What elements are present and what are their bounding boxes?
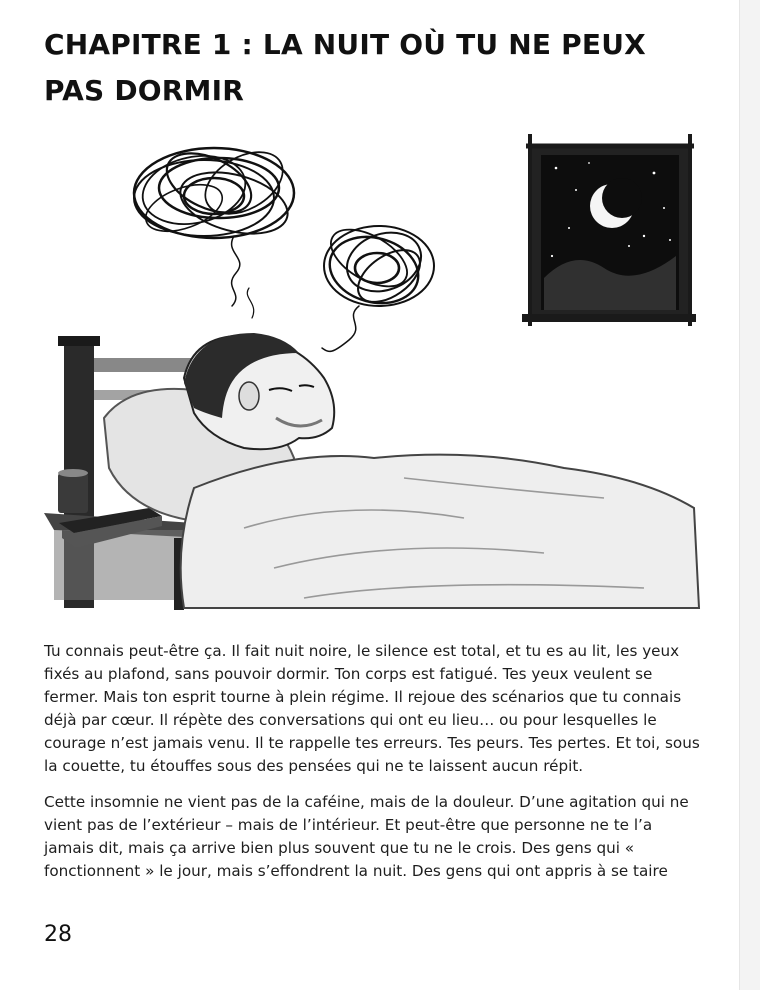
- paragraph: Tu connais peut-être ça. Il fait nuit noire, le silence est total, et tu es au lit, les yeux fixés au plafond, sans pouvoir dormir. Ton corps est fatigué. Tes yeux veulent se fermer. Mais ton esprit tourne à plein régime. Il rejoue des scénarios que tu connais déjà par cœur. Il répète des conversations qui ont eu lieu… ou pour lesquelles le courage n’est jamais venu. Il te rappelle tes erreurs. Tes peurs. Tes pertes. Et toi, sous la couette, tu étouffes sous des pensées qui ne te laissent aucun répit.: [44, 642, 700, 775]
- chapter-title: CHAPITRE 1 : LA NUIT OÙ TU NE PEUX PAS DORMIR: [44, 28, 646, 107]
- glass-icon: [58, 469, 88, 513]
- thought-cloud-small-icon: [322, 218, 434, 351]
- insomnia-illustration: [44, 128, 704, 618]
- page-number: 28: [44, 922, 72, 947]
- thought-cloud-large-icon: [134, 139, 294, 318]
- page-edge: [739, 0, 760, 990]
- paragraph: Cette insomnie ne vient pas de la caféine, mais de la douleur. D’une agitation qui ne vient pas de l’extérieur – mais de l’intérieur. Et peut-être que personne ne te l’a jamais dit, mais ça arrive bien plus souvent que tu ne le crois. Des gens qui « fonctionnent » le jour, mais s’effondrent la nuit. Des gens qui ont appris à se taire: [44, 793, 689, 880]
- window-icon: [522, 134, 696, 326]
- body-text: [44, 640, 704, 896]
